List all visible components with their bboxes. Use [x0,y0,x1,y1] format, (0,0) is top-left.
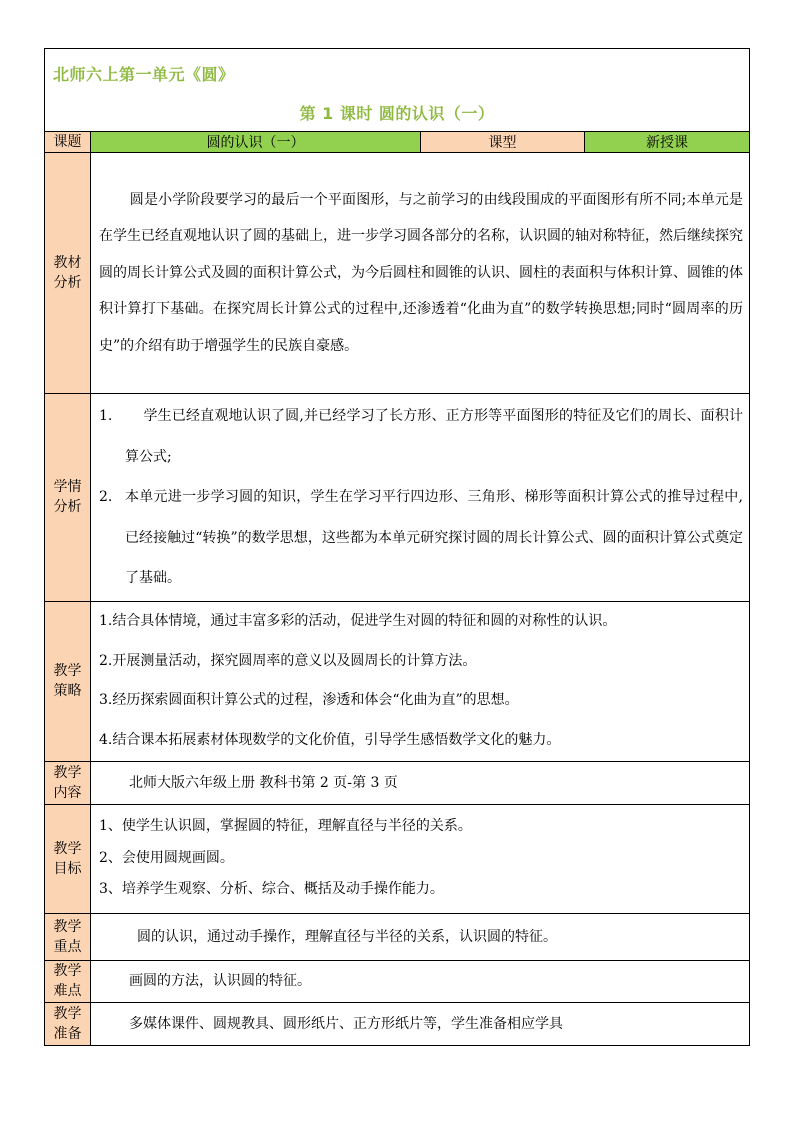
key-points-label [45,913,91,960]
lesson-title: 第 1 课时 圆的认识（一） [299,104,495,123]
textbook-analysis-content [91,153,750,394]
label-line-2: 内容 [53,784,82,801]
preparation-text: 多媒体课件、圆规教具、圆形纸片、正方形纸片等，学生准备相应学具 [91,1002,750,1045]
list-item: 2.开展测量活动，探究圆周率的意义以及圆周长的计算方法。 [99,652,477,669]
item-number: 2. [99,489,113,505]
label-line-1: 教学 [53,1005,82,1022]
teaching-content-text: 北师大版六年级上册 教科书第 2 页-第 3 页 [91,761,750,804]
teaching-goals-content [91,804,750,913]
teaching-goals-list [99,811,743,906]
difficulties-row [45,960,750,1002]
textbook-analysis-row [45,153,750,394]
textbook-analysis-label [45,153,91,394]
label-line-1: 教学 [53,840,82,857]
lesson-type-value: 新授课 [585,132,750,153]
teaching-strategy-label [45,601,91,761]
label-line-2: 分析 [53,275,82,291]
item-text: 学生已经直观地认识了圆,并已经学习了长方形、正方形等平面图形的特征及它们的周长、面积计算公式; [125,408,743,465]
student-analysis-content [91,394,750,602]
list-item [99,477,743,599]
label-line-1: 教学 [53,764,82,781]
key-points-text: 圆的认识，通过动手操作，理解直径与半径的关系，认识圆的特征。 [91,913,750,960]
textbook-analysis-text: 圆是小学阶段要学习的最后一个平面图形，与之前学习的由线段围成的平面图形有所不同;本单元是在学生已经直观地认识了圆的基础上，进一步学习圆各部分的名称，认识圆的轴对称特征，然后继续探究圆的周长计算公式及圆的面积计算公式，为今后圆柱和圆锥的认识、圆柱的表面积与体积计算、圆锥的体积计算打下基础。在探究周长计算公式的过程中,还渗透着“化曲为直”的数学转换思想;同时“圆周率的历史”的介绍有助于增强学生的民族自豪感。 [99,191,743,354]
difficulties-text: 画圆的方法，认识圆的特征。 [91,960,750,1002]
lesson-plan-sheet [44,48,749,1046]
list-item: 4.结合课本拓展素材体现数学的文化价值，引导学生感悟数学文化的魅力。 [99,731,561,748]
list-item: 3、培养学生观察、分析、综合、概括及动手操作能力。 [99,881,444,898]
preparation-label [45,1002,91,1045]
teaching-strategy-content [91,601,750,761]
label-line-2: 准备 [53,1025,82,1042]
lesson-plan-table [44,48,750,1046]
label-line-2: 目标 [53,860,82,877]
student-analysis-label [45,394,91,602]
item-text: 本单元进一步学习圆的知识，学生在学习平行四边形、三角形、梯形等面积计算公式的推导过程中,已经接触过“转换”的数学思想，这些都为本单元研究探讨圆的周长计算公式、圆的面积计算公式奠定了基础。 [125,489,743,586]
topic-value: 圆的认识（一） [91,132,421,153]
header-cell [45,49,750,132]
topic-label: 课题 [45,132,91,153]
label-line-2: 分析 [53,499,82,516]
preparation-row [45,1002,750,1045]
teaching-strategy-row [45,601,750,761]
student-analysis-row [45,394,750,602]
list-item: 1.结合具体情境，通过丰富多彩的活动，促进学生对圆的特征和圆的对称性的认识。 [99,613,617,629]
unit-title: 北师六上第一单元《圆》 [53,65,235,84]
label-line-1: 教学 [53,963,82,979]
list-item [99,396,743,477]
label-line-1: 教学 [53,918,82,935]
label-line-2: 策略 [53,683,82,699]
key-points-row [45,913,750,960]
topic-row [45,132,750,153]
list-item: 1、使学生认识圆，掌握圆的特征，理解直径与半径的关系。 [99,818,472,835]
teaching-goals-row [45,804,750,913]
teaching-content-label [45,761,91,804]
list-item: 2、会使用圆规画圆。 [99,849,234,866]
label-line-2: 难点 [53,983,82,999]
label-line-1: 学情 [53,479,82,496]
teaching-goals-label [45,804,91,913]
label-line-1: 教学 [53,663,82,679]
lesson-type-label: 课型 [421,132,585,153]
teaching-strategy-list [99,602,743,760]
list-item: 3.经历探索圆面积计算公式的过程，渗透和体会“化曲为直”的思想。 [99,692,519,708]
difficulties-label [45,960,91,1002]
item-number: 1. [99,408,113,424]
header-row [45,49,750,132]
student-analysis-list [99,396,743,599]
label-line-2: 重点 [53,938,82,955]
label-line-1: 教材 [53,255,82,271]
teaching-content-row [45,761,750,804]
